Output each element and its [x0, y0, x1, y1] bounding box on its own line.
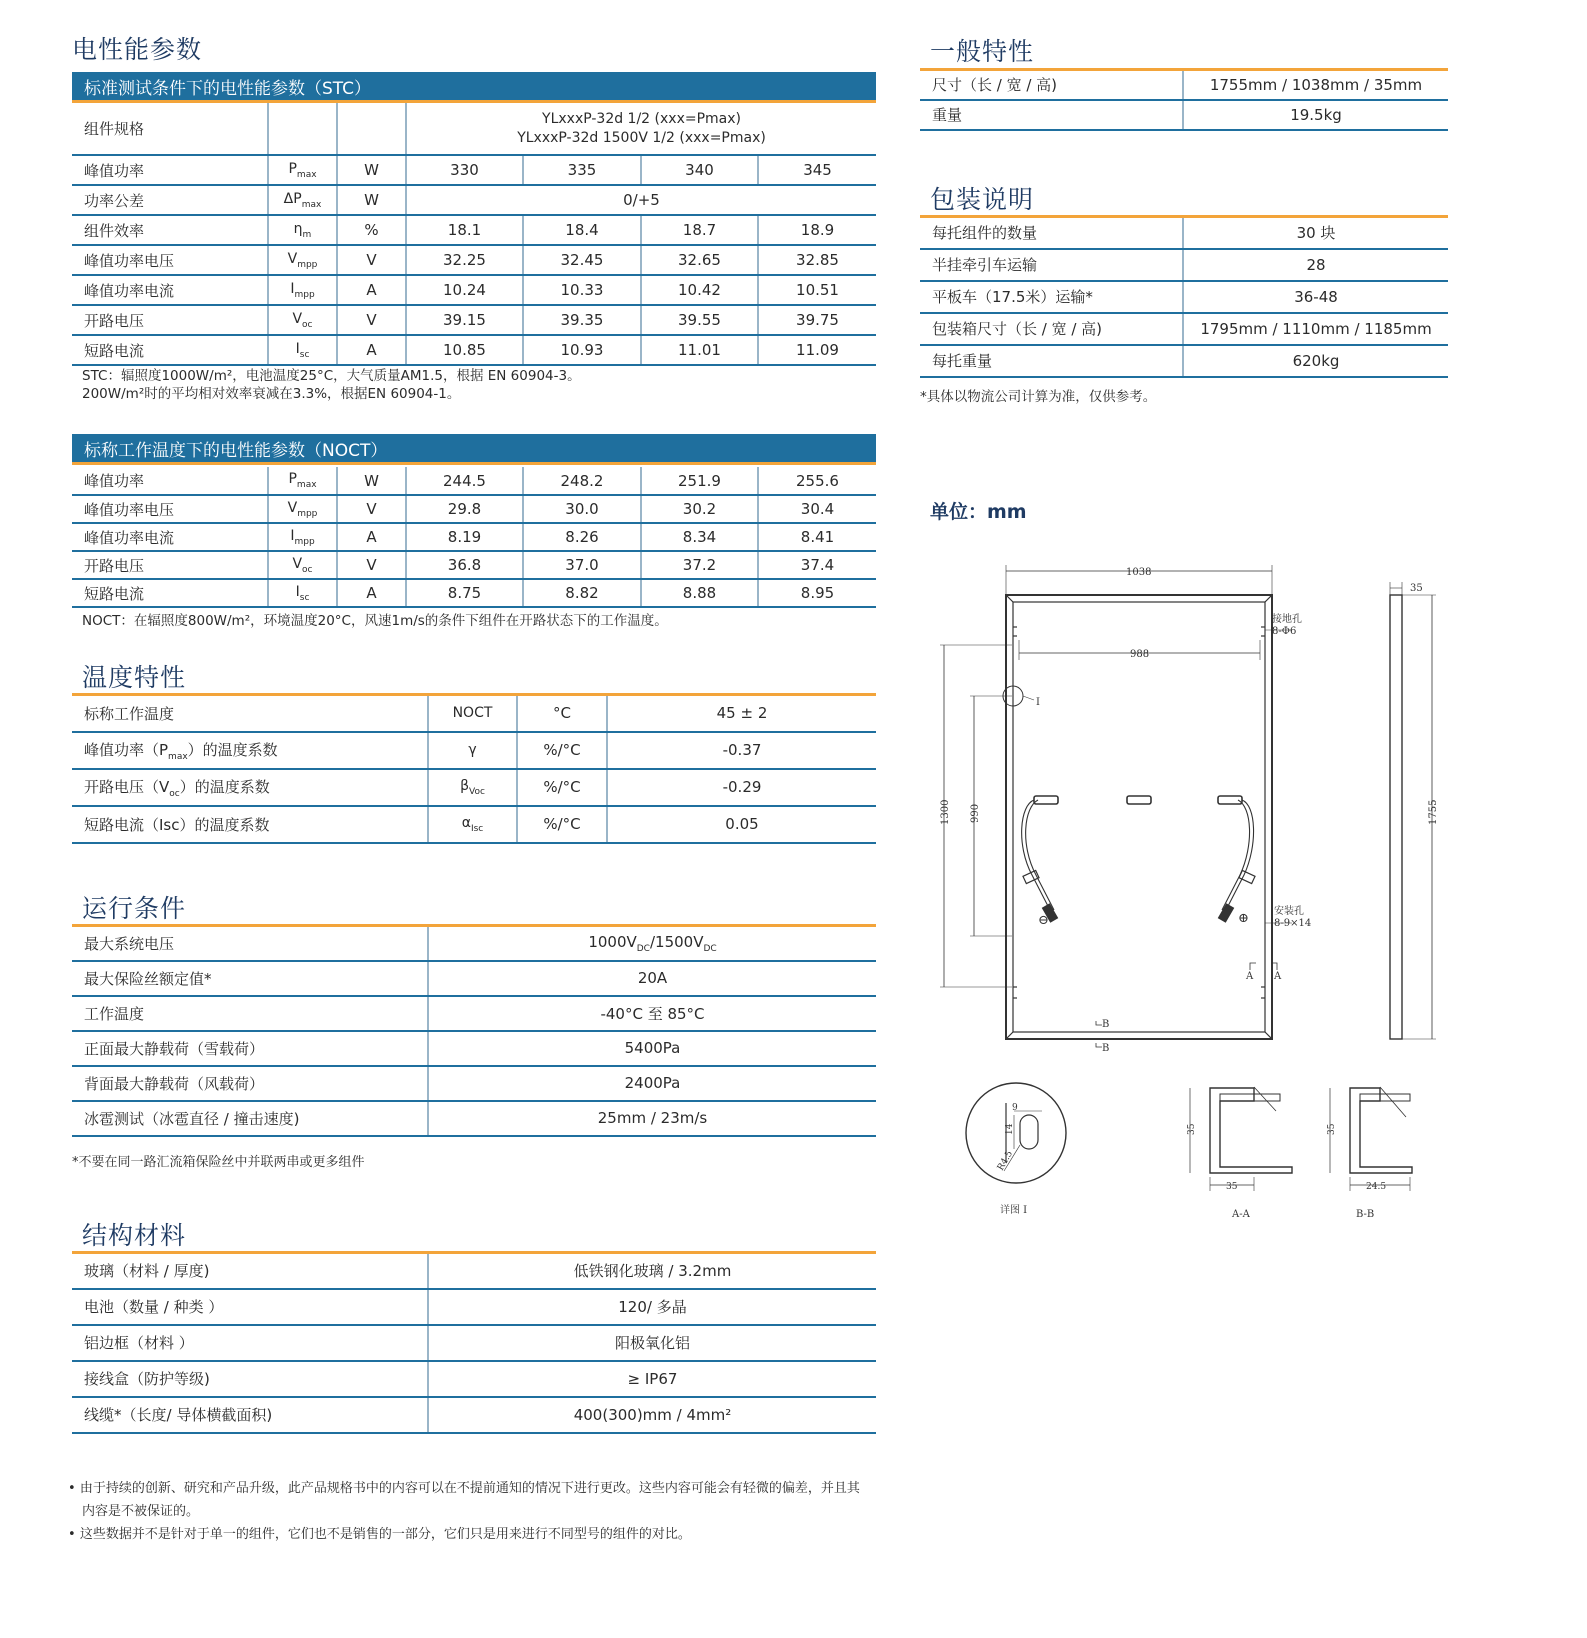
temperature-symbol [428, 769, 517, 806]
plus-icon: ⊕ [1238, 911, 1249, 926]
packaging-label: 每托重量 [920, 345, 1183, 377]
operating-label: 背面最大静载荷（风载荷） [72, 1066, 428, 1101]
param-value: 330 [406, 155, 523, 185]
operating-table [72, 924, 876, 1137]
temperature-label [72, 769, 428, 806]
temperature-unit: %/°C [517, 769, 607, 806]
spec-line-2: YLxxxP-32d 1500V 1/2 (xxx=Pmax) [517, 129, 766, 146]
param-row [72, 523, 876, 551]
operating-row [72, 926, 876, 961]
symbol: I [290, 527, 295, 544]
section-bb-label: B-B [1356, 1209, 1375, 1220]
bullet: • [68, 1481, 80, 1496]
param-symbol [268, 305, 337, 335]
temperature-unit: %/°C [517, 806, 607, 843]
structure-value: 120/ 多晶 [428, 1289, 876, 1325]
mark-i: I [1036, 697, 1040, 708]
temperature-symbol [428, 806, 517, 843]
param-symbol [268, 467, 337, 495]
dim-r45: R4.5 [995, 1149, 1016, 1173]
param-label: 峰值功率电流 [72, 523, 268, 551]
mount-spec: 8-9×14 [1274, 918, 1312, 929]
param-symbol [268, 495, 337, 523]
stc-table [72, 103, 876, 366]
packaging-label: 每托组件的数量 [920, 217, 1183, 249]
param-row [72, 467, 876, 495]
symbol: α [461, 814, 471, 831]
stc-note-2: 200W/m²时的平均相对效率衰减在3.3%，根据EN 60904-1。 [82, 386, 461, 402]
symbol-sub: Isc [470, 823, 484, 834]
label-part: ）的温度系数 [179, 777, 270, 796]
noct-rows [72, 467, 876, 607]
packaging-label: 平板车（17.5米）运输* [920, 281, 1183, 313]
param-value: 251.9 [641, 467, 758, 495]
param-unit: W [337, 155, 406, 185]
general-row [920, 70, 1448, 100]
operating-row [72, 1031, 876, 1066]
param-label: 短路电流 [72, 335, 268, 365]
packaging-value: 30 块 [1183, 217, 1448, 249]
frame-inner [1013, 602, 1265, 1032]
packaging-value: 1795mm / 1110mm / 1185mm [1183, 313, 1448, 345]
symbol-sub: mpp [297, 259, 318, 270]
temperature-symbol [428, 732, 517, 769]
param-symbol [268, 215, 337, 245]
noct-note: NOCT：在辐照度800W/m²，环境温度20°C，风速1m/s的条件下组件在开路状态下的工作温度。 [82, 613, 668, 629]
dim-1300: 1300 [940, 799, 951, 825]
section-a-left: A [1246, 971, 1254, 982]
param-value: 244.5 [406, 467, 523, 495]
param-symbol [268, 551, 337, 579]
packaging-row [920, 313, 1448, 345]
packaging-value: 28 [1183, 249, 1448, 281]
param-value: 18.9 [758, 215, 876, 245]
param-label: 开路电压 [72, 305, 268, 335]
temperature-row [72, 769, 876, 806]
symbol-sub: max [296, 480, 317, 490]
param-unit: A [337, 579, 406, 607]
operating-value [428, 926, 876, 961]
param-symbol [268, 275, 337, 305]
symbol: V [287, 250, 298, 267]
param-value: 8.19 [406, 523, 523, 551]
temperature-symbol [428, 695, 517, 732]
packaging-row [920, 281, 1448, 313]
param-value: 32.85 [758, 245, 876, 275]
operating-value: -40°C 至 85°C [428, 996, 876, 1031]
value-sub: DC [703, 943, 717, 954]
detail-i-label: 详图 I [1000, 1205, 1028, 1216]
param-value: 29.8 [406, 495, 523, 523]
param-value: 18.4 [523, 215, 641, 245]
dim-988: 988 [1130, 649, 1150, 660]
frame-outline [1006, 595, 1272, 1039]
label-part: 开路电压（V [84, 777, 170, 796]
operating-rows [72, 926, 876, 1136]
symbol-sub: mpp [294, 536, 315, 547]
param-value: 10.33 [523, 275, 641, 305]
param-row [72, 215, 876, 245]
packaging-row [920, 345, 1448, 377]
symbol: γ [468, 742, 477, 758]
structure-row [72, 1289, 876, 1325]
param-value: 39.35 [523, 305, 641, 335]
noct-bar: 标称工作温度下的电性能参数（NOCT） [72, 434, 876, 465]
param-row [72, 275, 876, 305]
symbol-sub: m [302, 229, 312, 240]
param-value: 39.75 [758, 305, 876, 335]
symbol: V [287, 499, 298, 516]
symbol: I [295, 340, 300, 357]
electrical-title: 电性能参数 [72, 35, 203, 64]
spec-label: 组件规格 [72, 103, 268, 155]
param-unit: A [337, 275, 406, 305]
label-sub: max [168, 751, 188, 762]
structure-table [72, 1251, 876, 1434]
param-value: 8.34 [641, 523, 758, 551]
symbol: ΔP [283, 190, 302, 207]
packaging-row [920, 249, 1448, 281]
label-part: ）的温度系数 [187, 740, 278, 759]
structure-rows [72, 1253, 876, 1433]
operating-label: 最大系统电压 [72, 926, 428, 961]
general-row [920, 100, 1448, 130]
param-value: 8.95 [758, 579, 876, 607]
symbol-sub: oc [302, 564, 313, 575]
symbol: V [292, 555, 303, 572]
operating-row [72, 996, 876, 1031]
param-value: 8.82 [523, 579, 641, 607]
value-part: 1000V [588, 932, 637, 951]
operating-row [72, 1101, 876, 1136]
general-value: 19.5kg [1183, 100, 1448, 130]
ground-label: 接地孔 [1272, 614, 1302, 625]
temperature-row [72, 806, 876, 843]
param-value: 37.0 [523, 551, 641, 579]
operating-label: 冰雹测试（冰雹直径 / 撞击速度) [72, 1101, 428, 1136]
footnotes [68, 1477, 860, 1546]
param-value: 30.2 [641, 495, 758, 523]
param-value: 30.0 [523, 495, 641, 523]
symbol: V [292, 310, 303, 327]
structure-row [72, 1253, 876, 1289]
param-unit: V [337, 551, 406, 579]
param-row [72, 551, 876, 579]
param-label: 峰值功率电压 [72, 245, 268, 275]
footnote-1 [68, 1477, 860, 1500]
param-value: 32.65 [641, 245, 758, 275]
temperature-unit: °C [517, 695, 607, 732]
param-label: 峰值功率电流 [72, 275, 268, 305]
structure-value: 阳极氧化铝 [428, 1325, 876, 1361]
footnote-1-line-2: 内容是不被保证的。 [82, 1504, 200, 1519]
packaging-label: 包装箱尺寸（长 / 宽 / 高) [920, 313, 1183, 345]
param-label: 开路电压 [72, 551, 268, 579]
param-symbol [268, 185, 337, 215]
side-view [1390, 595, 1402, 1039]
operating-value: 5400Pa [428, 1031, 876, 1066]
param-value: 32.45 [523, 245, 641, 275]
param-value: 18.7 [641, 215, 758, 245]
structure-value: 低铁钢化玻璃 / 3.2mm [428, 1253, 876, 1289]
packaging-rows [920, 217, 1448, 377]
symbol: NOCT [452, 705, 493, 722]
param-value: 39.55 [641, 305, 758, 335]
packaging-label: 半挂牵引车运输 [920, 249, 1183, 281]
packaging-table [920, 215, 1448, 378]
param-row [72, 579, 876, 607]
packaging-title: 包装说明 [930, 185, 1035, 214]
structure-label: 铝边框（材料 ） [72, 1325, 428, 1361]
param-unit: V [337, 305, 406, 335]
packaging-value: 620kg [1183, 345, 1448, 377]
symbol: I [290, 280, 295, 297]
dim-35: 35 [1410, 583, 1423, 594]
structure-row [72, 1361, 876, 1397]
param-value: 248.2 [523, 467, 641, 495]
param-value: 0/+5 [406, 185, 876, 215]
section-aa-label: A-A [1232, 1209, 1250, 1220]
operating-value: 20A [428, 961, 876, 996]
packaging-note: *具体以物流公司计算为准，仅供参考。 [920, 389, 1157, 405]
symbol-sub: sc [299, 592, 310, 603]
dim-aa-35h: 35 [1226, 1182, 1238, 1192]
dim-bb-245: 24.5 [1366, 1182, 1387, 1192]
param-unit: A [337, 335, 406, 365]
value-part: /1500V [649, 932, 704, 951]
structure-row [72, 1397, 876, 1433]
param-unit: V [337, 495, 406, 523]
footnote-2 [68, 1523, 860, 1546]
unit-label: 单位：mm [930, 501, 1027, 523]
temperature-label: 标称工作温度 [72, 695, 428, 732]
temperature-title: 温度特性 [82, 663, 187, 692]
symbol-sub: Voc [469, 786, 485, 797]
temperature-table [72, 693, 876, 844]
bullet: • [68, 1527, 80, 1542]
structure-label: 线缆*（长度/ 导体横截面积) [72, 1397, 428, 1433]
param-symbol [268, 245, 337, 275]
param-value: 32.25 [406, 245, 523, 275]
general-table [920, 68, 1448, 131]
ground-spec: 8-Φ6 [1272, 626, 1297, 637]
dim-990: 990 [970, 803, 981, 823]
param-value: 345 [758, 155, 876, 185]
symbol-sub: oc [302, 319, 313, 330]
param-symbol [268, 335, 337, 365]
temperature-value: -0.37 [607, 732, 876, 769]
temperature-unit: %/°C [517, 732, 607, 769]
param-unit: % [337, 215, 406, 245]
section-b-top: B [1102, 1019, 1110, 1030]
general-label: 尺寸（长 / 宽 / 高) [920, 70, 1183, 100]
param-unit: W [337, 185, 406, 215]
temperature-label [72, 732, 428, 769]
operating-title: 运行条件 [82, 894, 187, 923]
param-label: 峰值功率电压 [72, 495, 268, 523]
symbol: η [293, 220, 303, 237]
operating-value: 25mm / 23m/s [428, 1101, 876, 1136]
label-sub: oc [169, 788, 180, 799]
param-value: 10.85 [406, 335, 523, 365]
operating-row [72, 1066, 876, 1101]
symbol-sub: mpp [294, 289, 315, 300]
param-unit: V [337, 245, 406, 275]
param-row [72, 245, 876, 275]
temperature-label: 短路电流（Isc）的温度系数 [72, 806, 428, 843]
structure-title: 结构材料 [82, 1221, 187, 1250]
symbol-sub: sc [299, 349, 310, 360]
param-value: 10.51 [758, 275, 876, 305]
module-drawing [920, 555, 1520, 1235]
mount-label: 安装孔 [1274, 906, 1304, 917]
footnote-2-text: 这些数据并不是针对于单一的组件，它们也不是销售的一部分，它们只是用来进行不同型号的组件的对比。 [79, 1527, 691, 1542]
param-value: 335 [523, 155, 641, 185]
param-value: 37.4 [758, 551, 876, 579]
label-part: 峰值功率（P [84, 740, 169, 759]
param-value: 255.6 [758, 467, 876, 495]
param-value: 36.8 [406, 551, 523, 579]
temperature-rows [72, 695, 876, 843]
stc-bar: 标准测试条件下的电性能参数（STC） [72, 72, 876, 103]
general-rows [920, 70, 1448, 130]
structure-label: 电池（数量 / 种类 ） [72, 1289, 428, 1325]
section-b-bottom: B [1102, 1043, 1110, 1054]
param-row [72, 495, 876, 523]
section-a-right: A [1274, 971, 1282, 982]
footnote-1-line-1: 由于持续的创新、研究和产品升级，此产品规格书中的内容可以在不提前通知的情况下进行更改。这些内容可能会有轻微的偏差，并且其 [79, 1481, 860, 1496]
spec-line-1: YLxxxP-32d 1/2 (xxx=Pmax) [542, 110, 741, 127]
structure-row [72, 1325, 876, 1361]
param-value: 8.26 [523, 523, 641, 551]
param-row [72, 335, 876, 365]
param-value: 39.15 [406, 305, 523, 335]
dim-1755: 1755 [1428, 799, 1439, 825]
param-value: 18.1 [406, 215, 523, 245]
stc-note-1: STC：辐照度1000W/m²，电池温度25°C，大气质量AM1.5，根据 EN 60904-3。 [82, 368, 581, 384]
operating-row [72, 961, 876, 996]
general-label: 重量 [920, 100, 1183, 130]
operating-label: 最大保险丝额定值* [72, 961, 428, 996]
dim-9: 9 [1012, 1103, 1018, 1113]
param-label: 功率公差 [72, 185, 268, 215]
packaging-row [920, 217, 1448, 249]
param-label: 峰值功率 [72, 155, 268, 185]
symbol-sub: max [301, 199, 322, 210]
temperature-value: 0.05 [607, 806, 876, 843]
operating-label: 正面最大静载荷（雪载荷） [72, 1031, 428, 1066]
param-value: 8.41 [758, 523, 876, 551]
temperature-value: -0.29 [607, 769, 876, 806]
param-label: 组件效率 [72, 215, 268, 245]
stc-rows [72, 155, 876, 365]
operating-note: *不要在同一路汇流箱保险丝中并联两串或更多组件 [72, 1155, 365, 1170]
structure-value: ≥ IP67 [428, 1361, 876, 1397]
general-value: 1755mm / 1038mm / 35mm [1183, 70, 1448, 100]
operating-value: 2400Pa [428, 1066, 876, 1101]
general-title: 一般特性 [930, 37, 1035, 66]
param-unit: W [337, 467, 406, 495]
structure-label: 接线盒（防护等级) [72, 1361, 428, 1397]
param-value: 8.75 [406, 579, 523, 607]
param-value: 10.93 [523, 335, 641, 365]
symbol-sub: max [296, 169, 317, 180]
param-value: 30.4 [758, 495, 876, 523]
param-value: 37.2 [641, 551, 758, 579]
value-sub: DC [636, 943, 650, 954]
symbol: P [288, 160, 297, 177]
param-symbol [268, 155, 337, 185]
dim-14: 14 [1005, 1123, 1015, 1135]
dim-bb-35v: 35 [1327, 1123, 1337, 1135]
stc-spec-row [72, 103, 876, 155]
temperature-value: 45 ± 2 [607, 695, 876, 732]
symbol: I [295, 583, 300, 600]
param-unit: A [337, 523, 406, 551]
param-value: 340 [641, 155, 758, 185]
param-value: 8.88 [641, 579, 758, 607]
minus-icon: ⊖ [1038, 913, 1049, 928]
param-symbol [268, 579, 337, 607]
structure-value: 400(300)mm / 4mm² [428, 1397, 876, 1433]
structure-label: 玻璃（材料 / 厚度) [72, 1253, 428, 1289]
symbol-sub: mpp [297, 508, 318, 519]
packaging-value: 36-48 [1183, 281, 1448, 313]
param-value: 10.42 [641, 275, 758, 305]
symbol: P [288, 471, 297, 487]
param-value: 11.01 [641, 335, 758, 365]
noct-table [72, 467, 876, 608]
param-row [72, 185, 876, 215]
dim-aa-35v: 35 [1187, 1123, 1197, 1135]
temperature-row [72, 695, 876, 732]
param-symbol [268, 523, 337, 551]
operating-label: 工作温度 [72, 996, 428, 1031]
param-row [72, 155, 876, 185]
param-label: 短路电流 [72, 579, 268, 607]
param-label: 峰值功率 [72, 467, 268, 495]
symbol: β [460, 777, 469, 794]
param-row [72, 305, 876, 335]
dim-1038: 1038 [1126, 567, 1152, 578]
param-value: 10.24 [406, 275, 523, 305]
param-value: 11.09 [758, 335, 876, 365]
temperature-row [72, 732, 876, 769]
